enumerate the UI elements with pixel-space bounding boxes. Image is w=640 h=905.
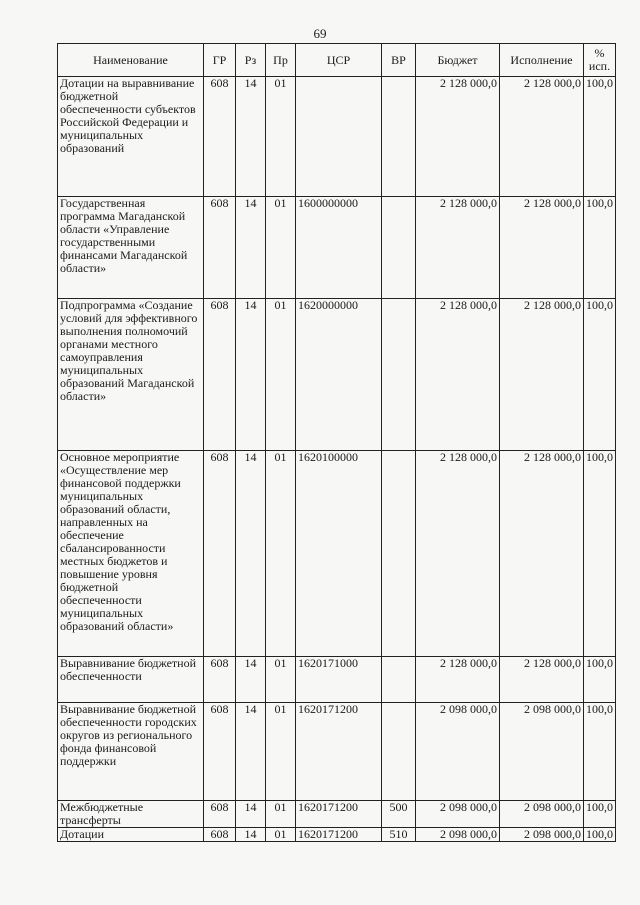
row-csr: 1620171200 [296, 801, 382, 828]
row-vr: 510 [382, 828, 416, 842]
row-rz: 14 [236, 299, 266, 451]
header-csr: ЦСР [296, 44, 382, 77]
row-pr: 01 [266, 299, 296, 451]
row-vr [382, 197, 416, 299]
row-rz: 14 [236, 77, 266, 197]
budget-execution-table [57, 43, 616, 842]
row-budget: 2 128 000,0 [416, 657, 500, 703]
row-gr: 608 [204, 657, 236, 703]
row-budget: 2 098 000,0 [416, 801, 500, 828]
header-vr: ВР [382, 44, 416, 77]
row-percent: 100,0 [584, 299, 616, 451]
row-percent: 100,0 [584, 657, 616, 703]
table-row [58, 451, 616, 657]
row-name: Государственная программа Магаданской области «Управление государственными финансами Магаданской области» [58, 197, 204, 299]
row-name: Межбюджетные трансферты [58, 801, 204, 828]
row-percent: 100,0 [584, 77, 616, 197]
row-execution: 2 128 000,0 [500, 657, 584, 703]
row-csr: 1620171200 [296, 703, 382, 801]
row-percent: 100,0 [584, 451, 616, 657]
table-row [58, 828, 616, 842]
row-csr [296, 77, 382, 197]
row-csr: 1620100000 [296, 451, 382, 657]
row-name: Основное мероприятие «Осуществление мер финансовой поддержки муниципальных образований области, направленных на обеспечение сбалансированности местных бюджетов и повышение уровня бюджетной обеспеченности муниципальных образований области» [58, 451, 204, 657]
row-budget: 2 128 000,0 [416, 197, 500, 299]
row-percent: 100,0 [584, 828, 616, 842]
header-gr: ГР [204, 44, 236, 77]
row-budget: 2 128 000,0 [416, 451, 500, 657]
row-vr [382, 657, 416, 703]
row-percent: 100,0 [584, 197, 616, 299]
table-row [58, 657, 616, 703]
row-execution: 2 098 000,0 [500, 703, 584, 801]
page-number: 69 [313, 26, 327, 41]
row-gr: 608 [204, 801, 236, 828]
row-pr: 01 [266, 197, 296, 299]
table-row [58, 77, 616, 197]
row-csr: 1620000000 [296, 299, 382, 451]
row-pr: 01 [266, 828, 296, 842]
row-name: Дотации на выравнивание бюджетной обеспеченности субъектов Российской Федерации и муниципальных образований [58, 77, 204, 197]
row-name: Подпрограмма «Создание условий для эффективного выполнения полномочий органами местного самоуправления муниципальных образований Магаданской области» [58, 299, 204, 451]
table-header [58, 44, 616, 77]
header-name: Наименование [58, 44, 204, 77]
row-gr: 608 [204, 703, 236, 801]
row-execution: 2 098 000,0 [500, 828, 584, 842]
row-csr: 1620171200 [296, 828, 382, 842]
row-pr: 01 [266, 801, 296, 828]
header-rz: Рз [236, 44, 266, 77]
row-budget: 2 128 000,0 [416, 77, 500, 197]
row-rz: 14 [236, 801, 266, 828]
header-pr: Пр [266, 44, 296, 77]
row-name: Выравнивание бюджетной обеспеченности [58, 657, 204, 703]
row-gr: 608 [204, 828, 236, 842]
row-rz: 14 [236, 828, 266, 842]
row-pr: 01 [266, 703, 296, 801]
row-gr: 608 [204, 197, 236, 299]
row-percent: 100,0 [584, 801, 616, 828]
table-row [58, 197, 616, 299]
row-execution: 2 098 000,0 [500, 801, 584, 828]
row-rz: 14 [236, 703, 266, 801]
row-csr: 1620171000 [296, 657, 382, 703]
row-vr: 500 [382, 801, 416, 828]
row-vr [382, 703, 416, 801]
row-budget: 2 098 000,0 [416, 828, 500, 842]
row-name: Дотации [58, 828, 204, 842]
row-budget: 2 128 000,0 [416, 299, 500, 451]
row-csr: 1600000000 [296, 197, 382, 299]
header-row [58, 44, 616, 77]
table-row [58, 703, 616, 801]
row-execution: 2 128 000,0 [500, 197, 584, 299]
row-name: Выравнивание бюджетной обеспеченности городских округов из регионального фонда финансовой поддержки [58, 703, 204, 801]
row-vr [382, 299, 416, 451]
table-body [58, 77, 616, 842]
row-vr [382, 77, 416, 197]
row-pr: 01 [266, 657, 296, 703]
row-rz: 14 [236, 451, 266, 657]
row-budget: 2 098 000,0 [416, 703, 500, 801]
row-pr: 01 [266, 451, 296, 657]
row-gr: 608 [204, 451, 236, 657]
row-execution: 2 128 000,0 [500, 299, 584, 451]
table-row [58, 299, 616, 451]
header-budget: Бюджет [416, 44, 500, 77]
row-execution: 2 128 000,0 [500, 451, 584, 657]
row-vr [382, 451, 416, 657]
header-percent: % исп. [584, 44, 616, 77]
row-gr: 608 [204, 77, 236, 197]
header-execution: Исполнение [500, 44, 584, 77]
row-rz: 14 [236, 657, 266, 703]
row-gr: 608 [204, 299, 236, 451]
row-execution: 2 128 000,0 [500, 77, 584, 197]
row-pr: 01 [266, 77, 296, 197]
table-row [58, 801, 616, 828]
row-percent: 100,0 [584, 703, 616, 801]
row-rz: 14 [236, 197, 266, 299]
